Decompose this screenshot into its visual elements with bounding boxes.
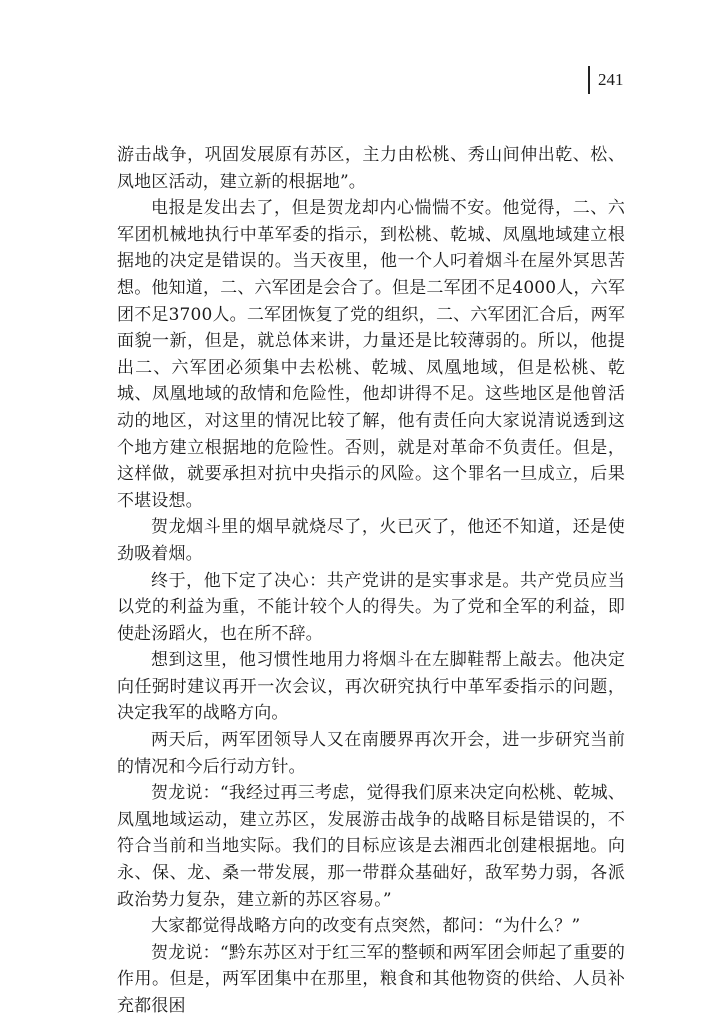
paragraph: 终于，他下定了决心：共产党讲的是实事求是。共产党员应当以党的利益为重，不能计较个人的得失。为了党和全军的利益，即使赴汤蹈火，也在所不辞。 [117,570,625,644]
paragraph: 贺龙说：“我经过再三考虑，觉得我们原来决定向松桃、乾城、凤凰地域运动，建立苏区，发展游击战争的战略目标是错误的，不符合当前和当地实际。我们的目标应该是去湘西北创建根据地。向永、保、龙、桑一带发展，那一带群众基础好，敌军势力弱，各派政治势力复杂，建立新的苏区容易。” [117,783,625,910]
paragraph: 两天后，两军团领导人又在南腰界再次开会，进一步研究当前的情况和今后行动方针。 [117,730,625,777]
paragraph: 游击战争，巩固发展原有苏区，主力由松桃、秀山间伸出乾、松、凤地区活动，建立新的根据地”。 [117,145,625,192]
paragraph: 电报是发出去了，但是贺龙却内心惴惴不安。他觉得，二、六军团机械地执行中革军委的指示，到松桃、乾城、凤凰地域建立根据地的决定是错误的。当天夜里，他一个人叼着烟斗在屋外冥思苦想。他知道，二、六军团是会合了。但是二军团不足4000人，六军团不足3700人。二军团恢复了党的组织，二、六军团汇合后，两军面貌一新，但是，就总体来讲，力量还是比较薄弱的。所以，他提出二、六军团必须集中去松桃、乾城、凤凰地域，但是松桃、乾城、凤凰地域的敌情和危险性，他却讲得不足。这些地区是他曾活动的地区，对这里的情况比较了解，他有责任向大家说清说透到这个地方建立根据地的危险性。否则，就是对革命不负责任。但是，这样做，就要承担对抗中央指示的风险。这个罪名一旦成立，后果不堪设想。 [117,198,625,511]
paragraph: 大家都觉得战略方向的改变有点突然，都问：“为什么？” [151,916,581,937]
header-rule [588,66,590,94]
paragraph: 贺龙说：“黔东苏区对于红三军的整顿和两军团会师起了重要的作用。但是，两军团集中在那里，粮食和其他物资的供给、人员补充都很困 [117,942,625,1016]
paragraph: 贺龙烟斗里的烟早就烧尽了，火已灭了，他还不知道，还是使劲吸着烟。 [117,517,625,564]
page-number: 241 [598,70,624,89]
body-text [117,142,625,1020]
paragraph: 想到这里，他习惯性地用力将烟斗在左脚鞋帮上敲去。他决定向任弼时建议再开一次会议，再次研究执行中革军委指示的问题，决定我军的战略方向。 [117,650,625,724]
